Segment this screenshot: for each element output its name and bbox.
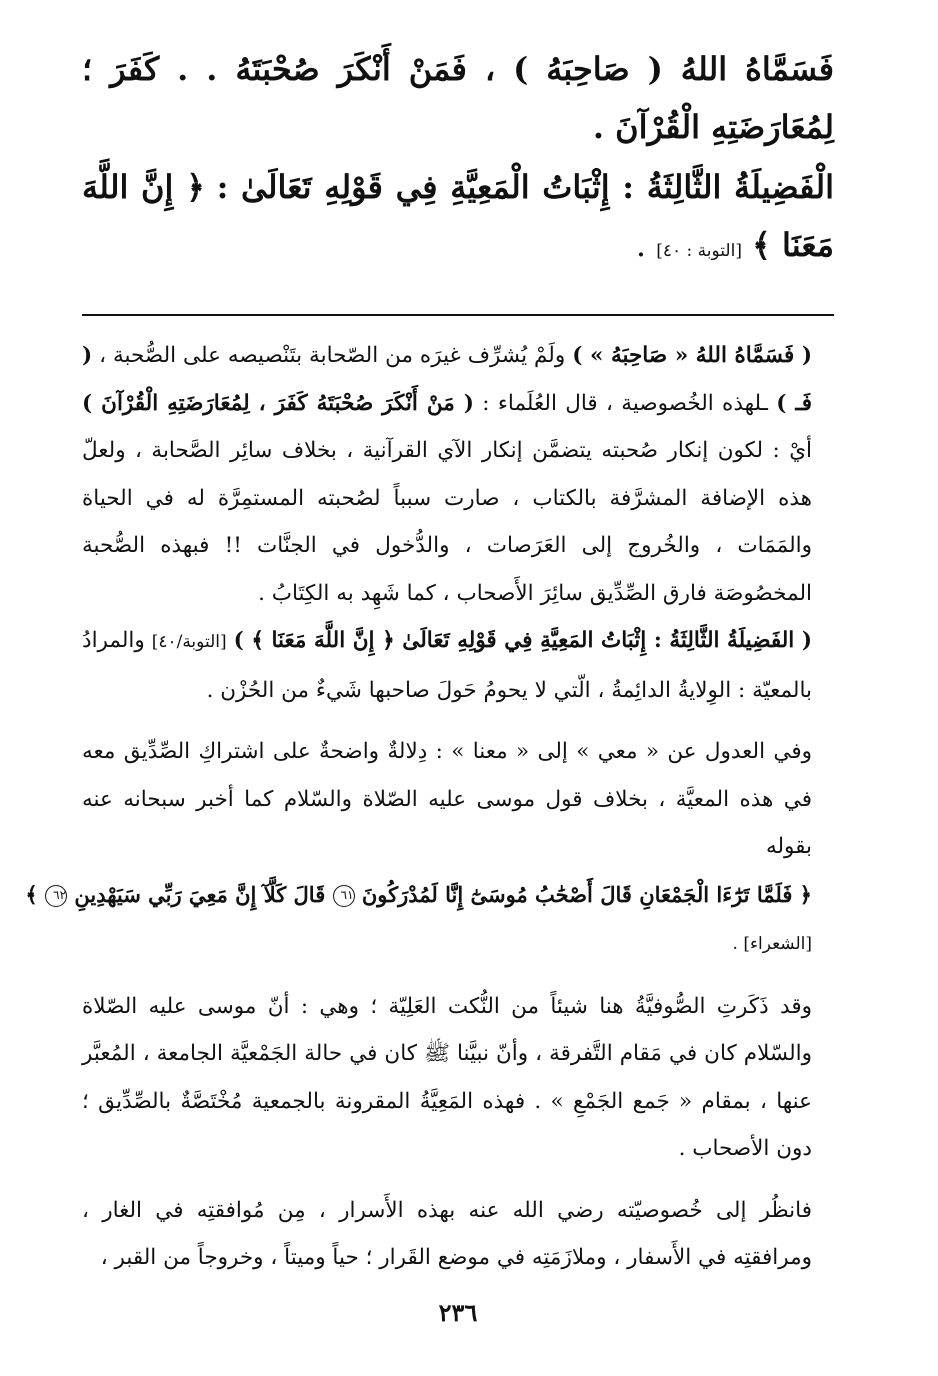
quran-verse-shuara [25, 882, 812, 907]
commentary-text-2: ـلهذه الخُصوصية ، قال العُلَماء : [482, 390, 768, 416]
commentary-paragraph-5 [82, 1187, 834, 1282]
commentary-text-3: أيْ : لكون إنكار صُحبته يتضمَّن إنكار الآي القرآنية ، بخلاف سائِر الصَّحابة ، ولعلّ هذه الإضافة المشرَّفة بالكتاب ، صارت سبباً لصُحبته المستمِرَّة له في الحياة والمَمَات ، والخُروج إلى العَرَصات ، والدُّخول في الجنَّات !! فبهذه الصُّحبة المخصُوصَة فارق الصِّدِّيق سائِرَ الأَصحاب ، كما شَهِد به الكِتَابُ . [82, 438, 812, 606]
commentary-text-1: ولَمْ يُشرِّف غيرَه من الصّحابة بتَنْصيصه على الصُّحبة ، [99, 343, 566, 368]
main-paragraph-1 [82, 40, 834, 156]
shuara-reference: [الشعراء] . [732, 934, 812, 954]
verse-close: ﴾ [25, 881, 38, 907]
commentary-paragraph-1 [82, 332, 834, 617]
verse-reference: [التوبة : ٤٠] [656, 241, 742, 261]
main-paragraph-2 [82, 158, 834, 280]
commentary-reference: [التوبة/٤٠] [151, 632, 227, 652]
commentary-text-4: والمرادُ بالمعيّة : الوِلايةُ الدائِمةُ ، الّتي لا يحومُ حَولَ صاحبها شَيءٌ من الحُزْن . [82, 628, 812, 703]
main-para1-text: فَسَمَّاهُ اللهُ ( صَاحِبَهُ ) ، فَمَنْ أَنْكَرَ صُحْبَتَهُ . . كَفَرَ ؛ لِمُعَارَضَتِهِ الْقُرْآنَ . [82, 50, 834, 146]
sentence-end: . [635, 226, 647, 264]
verse-number-61: ٦١ [333, 885, 355, 907]
commentary [25, 332, 834, 1282]
verse-part-1: ﴿ فَلَمَّا تَرَٰٓءَا الْجَمْعَانِ قَالَ أَصْحَٰبُ مُوسَىٰٓ إِنَّا لَمُدْرَكُونَ [361, 881, 812, 907]
quran-verse: ﴿ إِنَّ اللَّهَ مَعَنَا ﴾ [82, 168, 834, 264]
third-virtue-heading: الْفَضِيلَةُ الثَّالِثَةُ : إِثْبَاتُ الْمَعِيَّةِ فِي قَوْلِهِ تَعَالَىٰ : [216, 168, 835, 206]
verse-part-2: قَالَ كَلَّآ إِنَّ مَعِيَ رَبِّي سَيَهْدِينِ [74, 881, 326, 907]
book-page [25, 40, 835, 1340]
commentary-quote-1: ( فَسَمَّاهُ اللهُ « صَاحِبَهُ » ) [572, 343, 812, 368]
commentary-text-5: وفي العدول عن « معي » إلى « معنا » : دِلالةٌ واضحةٌ على اشتراكِ الصِّدِّيق معه في هذه المعيَّة ، بخلاف قول موسى عليه الصّلاة والسّلام كما أخبر سبحانه عنه بقوله [82, 739, 812, 859]
verse-number-62: ٦٢ [45, 885, 67, 907]
commentary-paragraph-4 [82, 983, 834, 1173]
commentary-text-6: وقد ذَكَرتِ الصُّوفيَّةُ هنا شيئاً من النُّكت العَلِيّة ؛ وهي : أنّ موسى عليه الصّلاة والسّلام كان في مَقام التَّفرقة ، وأنّ نبيَّنا ﷺ كان في حالة الجَمْعيَّة الجامعة ، المُعبَّر عنها ، بمقام « جَمع الجَمْعِ » . فهذه المَعِيَّةُ المقرونة بالجمعية مُخْتَصَّةٌ بالصِّدِّيق ؛ دون الأصحاب . [82, 993, 813, 1161]
commentary-text-7: فانظُر إلى خُصوصيّته رضي الله عنه بهذه الأَسرار ، مِن مُوافقتِه في الغار ، ومرافقتِه في الأَسفار ، وملازَمَتِه في موضع القَرار ؛ حياً وميتاً ، وخروجاً من القبر ، [82, 1197, 812, 1270]
commentary-paragraph-2 [82, 617, 834, 714]
commentary-paragraph-3 [25, 728, 834, 969]
page-number: ٢٣٦ [438, 1298, 478, 1327]
commentary-quote-2: ( فَـ ) [82, 343, 813, 416]
commentary-quote-3: ( مَنْ أَنْكَرَ صُحْبَتَهُ كَفَرَ ، لِمُعَارَضَتِهِ الْقُرْآنَ ) [82, 390, 474, 416]
main-text [82, 40, 834, 280]
commentary-heading-third-virtue: ( الفَضِيلَةُ الثَّالِثَةُ : إِثْبَاتُ المَعِيَّةِ فِي قَوْلِهِ تَعَالَىٰ ﴿ إِنَّ اللَّهَ مَعَنَا ﴾ ) [233, 628, 812, 653]
footnote-separator [82, 314, 834, 316]
